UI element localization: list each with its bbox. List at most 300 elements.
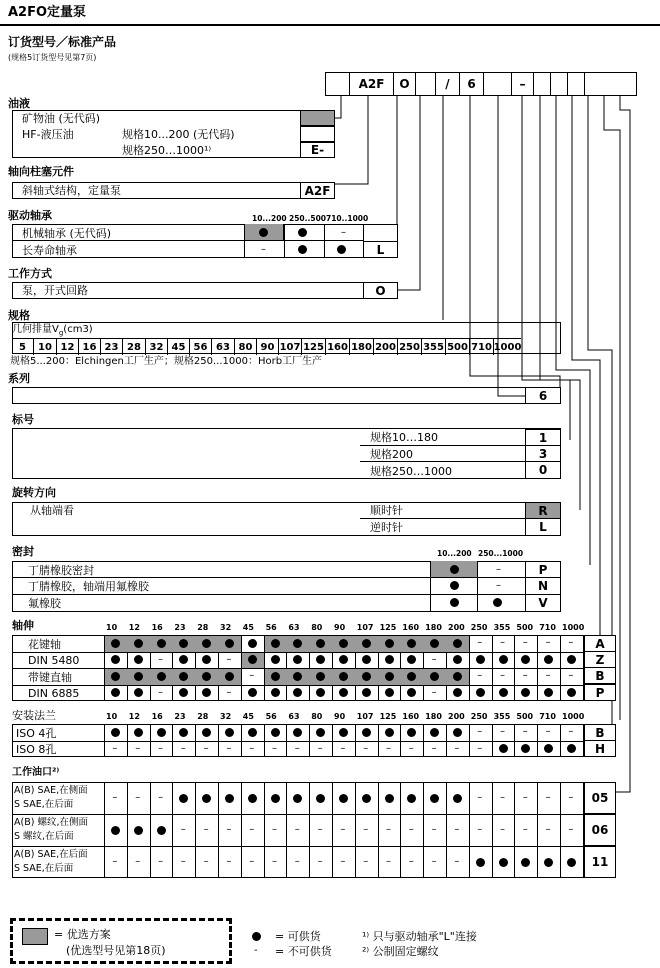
mode-label: 泵，开式回路 [22, 284, 88, 297]
grid-line [286, 782, 287, 878]
unavailable-dash: – [431, 686, 437, 698]
col-header: 28 [197, 623, 209, 632]
unavailable-dash: – [340, 742, 346, 754]
col-header: 45 [242, 712, 254, 721]
available-dot [271, 794, 280, 803]
unavailable-dash: – [317, 824, 323, 835]
axial-title: 轴向柱塞元件 [8, 165, 74, 178]
seal-row2-code: N [525, 577, 561, 595]
available-dot [339, 639, 348, 648]
oil-hf-a-code [300, 126, 335, 142]
flange-row2-label: ISO 8孔 [16, 743, 57, 756]
bearing-col-3: 710..1000 [326, 214, 369, 223]
seal-row3-label: 氟橡胶 [28, 597, 61, 610]
unavailable-dash: – [522, 726, 528, 738]
available-dot [248, 639, 257, 648]
col-header: 16 [151, 623, 163, 632]
available-dot [248, 655, 257, 664]
code-dash: – [519, 77, 526, 91]
grid-line [12, 846, 584, 847]
unavailable-dash: – [272, 856, 277, 867]
available-dot [430, 639, 439, 648]
unavailable-dash: – [545, 726, 551, 738]
ports-row2-l1: A(B) 螺纹,在侧面 [14, 817, 88, 828]
size-values-row [12, 338, 521, 355]
available-dot [567, 858, 576, 867]
col-header: 23 [174, 712, 186, 721]
unavailable-dash: – [135, 856, 141, 867]
unavailable-dash: – [226, 686, 232, 698]
col-header: 32 [220, 623, 232, 632]
unavailable-dash: – [477, 670, 483, 682]
available-dot [134, 639, 143, 648]
available-dot [271, 728, 280, 737]
unavailable-dash: – [180, 742, 186, 754]
available-dot [157, 672, 166, 681]
available-dot [179, 672, 188, 681]
size-value: 12 [57, 339, 79, 355]
size-value: 107 [279, 339, 302, 355]
rotation-cw-label: 顺时针 [370, 504, 403, 517]
size-value: 32 [146, 339, 168, 355]
unavailable-dash: – [203, 742, 209, 754]
unavailable-dash: – [568, 726, 574, 738]
shaft-row4-code: P [584, 684, 616, 701]
oil-title: 油液 [8, 97, 30, 110]
grid-line [332, 782, 333, 878]
available-dot [362, 655, 371, 664]
code-cell [416, 73, 436, 95]
available-dot [544, 858, 553, 867]
rotation-ccw-code: L [525, 518, 561, 536]
col-header: 12 [128, 712, 140, 721]
unavailable-dash: – [500, 637, 505, 649]
mode-code: O [363, 282, 398, 299]
col-header: 90 [334, 712, 346, 721]
grid-line [560, 782, 561, 878]
divider [324, 224, 325, 258]
unavailable-dash: – [203, 824, 209, 835]
rotation-ccw-label: 逆时针 [370, 521, 403, 534]
available-dot [430, 794, 439, 803]
size-note: 规格5...200：Elchingen工厂生产；规格250...1000：Horb工厂生产 [10, 356, 323, 367]
size-value: 28 [123, 339, 146, 355]
shaft-row1-code: A [584, 635, 616, 652]
grid-line [355, 782, 356, 878]
available-dot [293, 728, 302, 737]
code-cell [551, 73, 568, 95]
col-header: 1000 [562, 623, 585, 632]
legend-available: = 可供货 [275, 930, 321, 943]
unavailable-dash: – [112, 792, 118, 803]
grid-line [537, 782, 538, 878]
available-dot [407, 639, 416, 648]
available-dot [362, 639, 371, 648]
col-header: 56 [265, 623, 277, 632]
unavailable-dash: – [340, 856, 346, 867]
size-value: 500 [446, 339, 470, 355]
oil-hf-b-label: 规格250…1000¹⁾ [122, 144, 212, 157]
series-title: 系列 [8, 372, 30, 385]
index-row3-code: 0 [525, 461, 561, 479]
divider [284, 224, 285, 258]
unavailable-dash: – [386, 824, 391, 835]
unavailable-dash: – [249, 742, 255, 754]
col-header: 16 [151, 712, 163, 721]
oil-mineral-label: 矿物油 (无代码) [22, 112, 101, 125]
unavailable-dash: – [363, 824, 369, 835]
legend-note2: ²⁾ 公制固定螺纹 [362, 945, 439, 958]
bearing-row2-label: 长寿命轴承 [22, 244, 77, 257]
unavailable-dash: – [408, 856, 414, 867]
available-dot [337, 245, 346, 254]
available-dot [293, 794, 302, 803]
shaft-row3-code: B [584, 667, 616, 684]
legend-available-dot [252, 932, 261, 941]
unavailable-dash: – [477, 742, 483, 754]
unavailable-dash: – [500, 792, 505, 803]
legend-unavailable-dash: - [254, 945, 258, 956]
available-dot [450, 598, 459, 607]
available-dot [202, 728, 211, 737]
size-value: 250 [398, 339, 422, 355]
legend-preferred-swatch [22, 928, 48, 945]
unavailable-dash: – [568, 637, 574, 649]
unavailable-dash: – [363, 742, 369, 754]
oil-hf-label: HF-液压油 [22, 128, 74, 141]
code-cell [585, 73, 602, 95]
shaft-row2-label: DIN 5480 [28, 654, 80, 667]
available-dot [179, 794, 188, 803]
code-cell [436, 73, 460, 95]
available-dot [362, 672, 371, 681]
col-header: 125 [379, 712, 397, 721]
code-series: 6 [467, 77, 476, 91]
divider [360, 518, 525, 519]
available-dot [248, 688, 257, 697]
code-o: O [399, 77, 410, 91]
col-header: 23 [174, 623, 186, 632]
available-dot [225, 728, 234, 737]
unavailable-dash: – [203, 856, 209, 867]
unavailable-dash: – [272, 742, 277, 754]
available-dot [339, 672, 348, 681]
available-dot [271, 639, 280, 648]
rotation-label: 从轴端看 [30, 504, 74, 517]
unavailable-dash: – [363, 856, 369, 867]
col-header: 250 [470, 623, 488, 632]
grid-line [423, 782, 424, 878]
bearing-col-2: 250..500 [289, 214, 327, 223]
ports-row1-l1: A(B) SAE,在侧面 [14, 785, 88, 796]
available-dot [271, 655, 280, 664]
available-dot [521, 858, 530, 867]
unavailable-dash: – [180, 856, 186, 867]
available-dot [493, 598, 502, 607]
shaft-row1-label: 花键轴 [28, 638, 61, 651]
rotation-box [12, 502, 561, 536]
unavailable-dash: – [317, 742, 323, 754]
unavailable-dash: – [496, 564, 501, 575]
unavailable-dash: – [568, 670, 574, 682]
unavailable-dash: – [386, 856, 391, 867]
page-header-title: A2FO定量泵 [8, 5, 87, 20]
ports-row1-l2: S SAE,在后面 [14, 799, 74, 810]
col-header: 180 [425, 712, 442, 721]
available-dot [293, 672, 302, 681]
series-box [12, 387, 561, 404]
grid-line [492, 782, 493, 878]
available-dot [202, 672, 211, 681]
col-header: 180 [425, 623, 442, 632]
unavailable-dash: – [431, 653, 437, 665]
size-title: 规格 [8, 309, 30, 322]
grid-line [514, 782, 515, 878]
available-dot [316, 794, 325, 803]
available-dot [453, 672, 462, 681]
unavailable-dash: – [249, 856, 255, 867]
available-dot [179, 639, 188, 648]
grid-line [12, 652, 584, 653]
available-dot [339, 728, 348, 737]
grid-line [309, 782, 310, 878]
grid-line [127, 782, 128, 878]
available-dot [293, 639, 302, 648]
unavailable-dash: – [226, 742, 232, 754]
size-value: 200 [374, 339, 398, 355]
available-dot [134, 826, 143, 835]
size-value: 180 [350, 339, 374, 355]
unavailable-dash: – [158, 686, 163, 698]
available-dot [430, 728, 439, 737]
unavailable-dash: – [226, 653, 232, 665]
grid-line [469, 782, 470, 878]
unavailable-dash: – [294, 856, 300, 867]
available-dot [430, 672, 439, 681]
col-header: 500 [516, 712, 534, 721]
available-dot [453, 728, 462, 737]
flange-title: 安装法兰 [12, 709, 56, 722]
grid-line [172, 782, 173, 878]
bearing-col-1: 10...200 [252, 214, 287, 223]
available-dot [248, 728, 257, 737]
col-header: 56 [265, 712, 277, 721]
col-header: 80 [311, 712, 323, 721]
seal-col-2: 250...1000 [478, 549, 524, 558]
ports-row3-l1: A(B) SAE,在后面 [14, 849, 88, 860]
available-dot [134, 672, 143, 681]
index-row1-label: 规格10…180 [370, 431, 438, 444]
col-header: 710 [539, 623, 556, 632]
col-header: 160 [402, 623, 420, 632]
unavailable-dash: – [522, 824, 528, 835]
available-dot [111, 639, 120, 648]
unavailable-dash: – [477, 726, 483, 738]
code-slash: / [445, 77, 450, 91]
unavailable-dash: – [294, 742, 300, 754]
col-header: 710 [539, 712, 556, 721]
code-a2f: A2F [358, 77, 385, 91]
unavailable-dash: – [522, 637, 528, 649]
available-dot [499, 655, 508, 664]
unavailable-dash: – [249, 824, 255, 835]
ports-row3-l2: S SAE,在后面 [14, 863, 74, 874]
divider [360, 461, 525, 462]
index-row1-code: 1 [525, 429, 561, 446]
divider [477, 561, 478, 612]
available-dot [271, 688, 280, 697]
available-dot [407, 794, 416, 803]
unavailable-dash: – [568, 824, 574, 835]
seal-row1-code: P [525, 561, 561, 578]
oil-mineral-code [300, 110, 335, 126]
rotation-title: 旋转方向 [12, 486, 56, 499]
seal-row1-label: 丁腈橡胶密封 [28, 564, 94, 577]
seal-col-1: 10...200 [437, 549, 472, 558]
oil-hf-code: E- [300, 142, 335, 158]
available-dot [362, 728, 371, 737]
grid-line [150, 782, 151, 878]
available-dot [298, 228, 307, 237]
size-value: 90 [257, 339, 279, 355]
unavailable-dash: – [545, 792, 551, 803]
col-header: 80 [311, 623, 323, 632]
size-value: 1000 [493, 341, 522, 353]
available-dot [453, 794, 462, 803]
unavailable-dash: – [158, 742, 163, 754]
seal-row2-label: 丁腈橡胶，轴端用氟橡胶 [28, 580, 149, 593]
col-header: 45 [242, 623, 254, 632]
col-header: 250 [470, 712, 488, 721]
available-dot [453, 639, 462, 648]
grid-line [378, 782, 379, 878]
series-code: 6 [525, 387, 561, 404]
size-value: 160 [326, 339, 350, 355]
available-dot [362, 688, 371, 697]
axial-code: A2F [300, 182, 335, 199]
index-row3-label: 规格250…1000 [370, 465, 452, 478]
unavailable-dash: – [158, 792, 163, 803]
size-value: 23 [101, 339, 123, 355]
unavailable-dash: – [522, 670, 528, 682]
grid-line [104, 782, 105, 878]
available-dot [134, 688, 143, 697]
available-dot [134, 655, 143, 664]
unavailable-dash: – [545, 824, 551, 835]
available-dot [339, 794, 348, 803]
unavailable-dash: – [226, 856, 232, 867]
shaft-row4-label: DIN 6885 [28, 687, 80, 700]
divider [12, 240, 398, 241]
unavailable-dash: – [408, 742, 414, 754]
available-dot [407, 728, 416, 737]
grid-line [264, 782, 265, 878]
unavailable-dash: – [500, 670, 505, 682]
size-value: 63 [212, 339, 235, 355]
bearing-row1-label: 机械轴承 (无代码) [22, 227, 112, 240]
available-dot [202, 639, 211, 648]
available-dot [476, 688, 485, 697]
available-dot [407, 672, 416, 681]
order-heading: 订货型号／标准产品 [8, 35, 117, 49]
grid-line [12, 741, 584, 742]
available-dot [385, 639, 394, 648]
col-header: 355 [493, 712, 511, 721]
legend-note1: ¹⁾ 只与驱动轴承"L"连接 [362, 930, 477, 943]
order-subheading: (规格5订货型号见第7页) [8, 53, 97, 62]
unavailable-dash: – [431, 856, 437, 867]
available-dot [259, 228, 268, 237]
flange-row2-code: H [584, 740, 616, 757]
available-dot [316, 672, 325, 681]
available-dot [271, 672, 280, 681]
unavailable-dash: – [522, 792, 528, 803]
size-value: 355 [422, 339, 446, 355]
index-box [12, 428, 561, 479]
col-header: 500 [516, 623, 534, 632]
unavailable-dash: – [340, 824, 346, 835]
available-dot [298, 245, 307, 254]
unavailable-dash: – [112, 856, 118, 867]
unavailable-dash: – [386, 742, 391, 754]
unavailable-dash: – [261, 244, 266, 255]
bearing-row1-code [363, 224, 398, 241]
available-dot [248, 794, 257, 803]
legend-preferred-sub: (优选型号见第18页) [66, 944, 166, 957]
code-cell [512, 73, 534, 95]
bearing-row2-code: L [363, 241, 398, 258]
col-header: 107 [356, 623, 374, 632]
code-cell [460, 73, 484, 95]
col-header: 200 [448, 623, 465, 632]
bearing-title: 驱动轴承 [8, 209, 52, 222]
col-header: 28 [197, 712, 209, 721]
unavailable-dash: – [545, 637, 551, 649]
ports-row3-code: 11 [584, 846, 616, 878]
size-value: 125 [302, 339, 326, 355]
available-dot [225, 639, 234, 648]
unavailable-dash: – [249, 670, 255, 682]
code-cell [350, 73, 394, 95]
unavailable-dash: – [431, 824, 437, 835]
available-dot [499, 688, 508, 697]
available-dot [202, 794, 211, 803]
col-header: 10 [106, 712, 118, 721]
col-header: 63 [288, 623, 300, 632]
available-dot [385, 728, 394, 737]
unavailable-dash: – [135, 792, 141, 803]
oil-hf-a-label: 规格10...200 (无代码) [122, 128, 235, 141]
unavailable-dash: – [341, 227, 346, 238]
unavailable-dash: – [158, 653, 163, 665]
flange-row1-label: ISO 4孔 [16, 727, 57, 740]
unavailable-dash: – [500, 726, 505, 738]
rotation-cw-code: R [525, 502, 561, 519]
unavailable-dash: – [454, 742, 460, 754]
size-value: 80 [235, 339, 257, 355]
available-dot [385, 688, 394, 697]
size-value: 56 [190, 339, 212, 355]
unavailable-dash: – [477, 824, 483, 835]
unavailable-dash: – [454, 824, 460, 835]
unavailable-dash: – [545, 670, 551, 682]
divider [12, 594, 561, 595]
code-cell [484, 73, 512, 95]
available-dot [225, 794, 234, 803]
unavailable-dash: – [294, 824, 300, 835]
available-dot [450, 565, 459, 574]
available-dot [111, 728, 120, 737]
